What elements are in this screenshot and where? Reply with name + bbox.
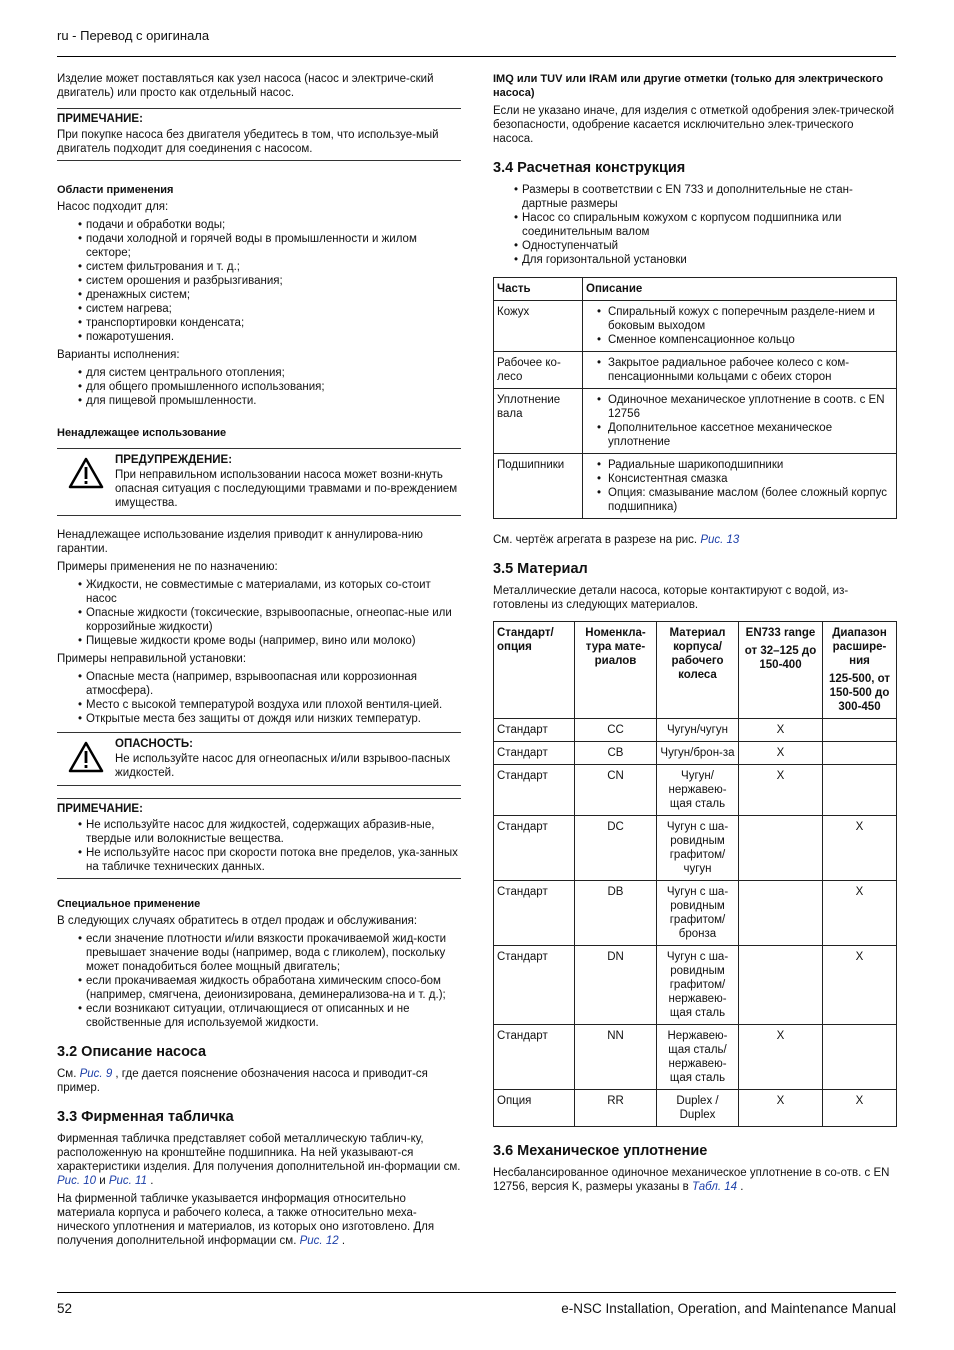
- table-cell: Кожух: [494, 301, 583, 352]
- misuse-examples-lead: Примеры применения не по назначению:: [57, 561, 278, 573]
- special-list: [57, 932, 461, 1030]
- page-number: 52: [57, 1301, 73, 1316]
- list-item: • транспортировки конденсата;: [57, 316, 461, 330]
- list-item: • Радиальные шарикоподшипники: [586, 458, 893, 472]
- applications-heading: Области применения: [57, 184, 174, 196]
- table-14-link[interactable]: Табл. 14: [691, 1181, 738, 1193]
- manual-title: e-NSC Installation, Operation, and Maintenance Manual: [561, 1301, 896, 1316]
- table-cell: Подшипники: [494, 454, 583, 519]
- list-item: • Пищевые жидкости кроме воды (например, вино или молоко): [57, 634, 461, 648]
- install-examples-list: [57, 670, 461, 726]
- table-header: Описание: [583, 278, 897, 301]
- list-item: • для пищевой промышленности.: [57, 394, 461, 408]
- imq-heading: IMQ или TUV или IRAM или другие отметки (только для электрического насоса): [493, 73, 884, 99]
- list-item: • Открытые места без защиты от дождя или низких температур.: [57, 712, 461, 726]
- note-box: [57, 108, 461, 161]
- list-item: • Консистентная смазка: [586, 472, 893, 486]
- applications-lead: Насос подходит для:: [57, 201, 169, 213]
- list-item: • подачи и обработки воды;: [57, 218, 461, 232]
- list-item: • систем орошения и разбрызгивания;: [57, 274, 461, 288]
- applications-list: [57, 218, 461, 344]
- variants-list: [57, 366, 461, 408]
- danger-box: [57, 732, 461, 786]
- table-header: Часть: [494, 278, 583, 301]
- section-3-3-para-2: На фирменной табличке указывается информация относительно материала корпуса и рабочего колеса, а также относительно меха-нического уплотнения и материалов, из которых оно изготовлено. Для получения дополнительной информации см. Рис. 12 .: [57, 1193, 435, 1247]
- variants-lead: Варианты исполнения:: [57, 349, 180, 361]
- table-row: Стандарт DC Чугун с ша-ровидным графитом/ чугун X: [494, 816, 897, 881]
- danger-text: Не используйте насос для огнеопасных и/или взрывоо-пасных жидкостей.: [115, 753, 451, 779]
- list-item: • пожаротушения.: [57, 330, 461, 344]
- table-header: Стандарт/ опция: [494, 622, 575, 719]
- misuse-heading: Ненадлежащее использование: [57, 427, 227, 439]
- table-header: EN733 range от 32–125 до 150-400: [739, 622, 823, 719]
- table-cell: Уплотнение вала: [494, 389, 583, 454]
- danger-triangle-icon: [57, 737, 115, 780]
- special-heading: Специальное применение: [57, 898, 201, 910]
- list-item: • Место с высокой температурой воздуха или плохой вентиля-цией.: [57, 698, 461, 712]
- list-item: • систем фильтрования и т. д.;: [57, 260, 461, 274]
- fig-10-link[interactable]: Рис. 10: [57, 1175, 96, 1187]
- right-column: [493, 72, 897, 1198]
- table-row: Стандарт CN Чугун/ нержавею-щая сталь X: [494, 765, 897, 816]
- list-item: • Сменное компенсационное кольцо: [586, 333, 893, 347]
- fig-9-link[interactable]: Рис. 9: [79, 1068, 113, 1080]
- footer-rule: [57, 1292, 896, 1293]
- danger-title: ОПАСНОСТЬ:: [115, 738, 193, 750]
- list-item: • если значение плотности и/или вязкости прокачиваемой жид-кости превышает значение воды (например, вода с гликолем), поскольку может понадобиться более мощный двигатель;: [57, 932, 461, 974]
- list-item: • Спиральный кожух с поперечным разделе-нием и боковым выходом: [586, 305, 893, 333]
- table-header: Материал корпуса/ рабочего колеса: [657, 622, 739, 719]
- list-item: • дренажных систем;: [57, 288, 461, 302]
- section-3-5-heading: 3.5 Материал: [493, 561, 588, 577]
- section-3-5-text: Металлические детали насоса, которые контактируют с водой, из-готовлены из следующих материалов.: [493, 585, 849, 611]
- list-item: • Опция: смазывание маслом (более сложный корпус подшипника): [586, 486, 893, 514]
- note-box: [57, 798, 461, 879]
- materials-table: [493, 621, 897, 1127]
- list-item: • Одноступенчатый: [493, 239, 897, 253]
- section-3-4-heading: 3.4 Расчетная конструкция: [493, 160, 686, 176]
- note-text: При покупке насоса без двигателя убедитесь в том, что используе-мый двигатель подходит для соединения с насосом.: [57, 129, 439, 155]
- list-item: • Опасные места (например, взрывоопасная или коррозионная атмосфера).: [57, 670, 461, 698]
- special-lead: В следующих случаях обратитесь в отдел продаж и обслуживания:: [57, 915, 418, 927]
- section-3-6-text: Несбалансированное одиночное механическое уплотнение в со-отв. с EN 12756, версия K, размеры указаны в Табл. 14 .: [493, 1167, 890, 1193]
- list-item: • Насос со спиральным кожухом с корпусом подшипника или соединительным валом: [493, 211, 897, 239]
- table-row: Стандарт CB Чугун/брон-за X: [494, 742, 897, 765]
- section-3-3-para-1: Фирменная табличка представляет собой металлическую таблич-ку, расположенную на кронштейне подшипника. На ней указывают-ся характеристики изделия. Для получения дополнительной ин-формации см. Рис. 10 и Рис. 11 .: [57, 1133, 461, 1187]
- table-row: [494, 352, 897, 389]
- table-row: Стандарт DB Чугун с ша-ровидным графитом/ бронза X: [494, 881, 897, 946]
- left-column: [57, 72, 461, 1252]
- misuse-examples-list: [57, 578, 461, 648]
- table-row: Стандарт NN Нержавею-щая сталь/ нержавею-щая сталь X: [494, 1025, 897, 1090]
- warning-box: [57, 448, 461, 516]
- fig-11-link[interactable]: Рис. 11: [108, 1175, 147, 1187]
- table-row: [494, 454, 897, 519]
- section-3-3-heading: 3.3 Фирменная табличка: [57, 1109, 234, 1125]
- intro-text: Изделие может поставляться как узел насоса (насос и электриче-ский двигатель) или просто как отдельный насос.: [57, 73, 434, 99]
- warning-title: ПРЕДУПРЕЖДЕНИЕ:: [115, 454, 233, 466]
- list-item: • Не используйте насос при скорости потока вне пределов, ука-занных на табличке технических данных.: [57, 846, 461, 874]
- install-lead: Примеры неправильной установки:: [57, 653, 247, 665]
- table-row: Опция RR Duplex / Duplex X X: [494, 1090, 897, 1127]
- note-title: ПРИМЕЧАНИЕ:: [57, 113, 143, 125]
- list-item: • Одиночное механическое уплотнение в соотв. с EN 12756: [586, 393, 893, 421]
- list-item: • систем нагрева;: [57, 302, 461, 316]
- section-3-2-heading: 3.2 Описание насоса: [57, 1044, 207, 1060]
- list-item: • для общего промышленного использования;: [57, 380, 461, 394]
- table-row: Стандарт CC Чугун/чугун X: [494, 719, 897, 742]
- fig-13-link[interactable]: Рис. 13: [700, 534, 740, 546]
- list-item: • подачи холодной и горячей воды в промышленности и жилом секторе;: [57, 232, 461, 260]
- header-rule: [57, 56, 896, 57]
- warning-text: При неправильном использовании насоса может возни-кнуть опасная ситуация с последующими травмами и по-вреждением имущества.: [115, 469, 458, 509]
- list-item: • если прокачиваемая жидкость обработана химическим спосо-бом (например, смягчена, деионизирована, деминерализова-на и т. д.);: [57, 974, 461, 1002]
- fig-12-link[interactable]: Рис. 12: [299, 1235, 339, 1247]
- header-language: ru - Перевод с оригинала: [57, 28, 210, 43]
- list-item: • Не используйте насос для жидкостей, содержащих абразив-ные, твердые или волокнистые вещества.: [57, 818, 461, 846]
- table-row: Стандарт DN Чугун с ша-ровидным графитом/ нержавею-щая сталь X: [494, 946, 897, 1025]
- list-item: • Закрытое радиальное рабочее колесо с ком-пенсационными кольцами с обеих сторон: [586, 356, 893, 384]
- misuse-text: Ненадлежащее использование изделия приводит к аннулирова-нию гарантии.: [57, 529, 423, 555]
- table-row: [494, 301, 897, 352]
- list-item: • Опасные жидкости (токсические, взрывоопасные, огнеопас-ные или коррозийные жидкости): [57, 606, 461, 634]
- table-header: Диапазон расшире-ния 125-500, от 150-500 до 300-450: [823, 622, 897, 719]
- design-list: [493, 183, 897, 267]
- section-3-2-text: См. Рис. 9 , где дается пояснение обозначения насоса и приводит-ся пример.: [57, 1068, 428, 1094]
- note-title: ПРИМЕЧАНИЕ:: [57, 803, 143, 815]
- list-item: • для систем центрального отопления;: [57, 366, 461, 380]
- cross-section-ref: См. чертёж агрегата в разрезе на рис. Рис. 13: [493, 534, 740, 546]
- list-item: • Дополнительное кассетное механическое уплотнение: [586, 421, 893, 449]
- list-item: • если возникают ситуации, отличающиеся от описанных и не свойственные для используемой жидкости.: [57, 1002, 461, 1030]
- table-cell: Рабочее ко-лесо: [494, 352, 583, 389]
- parts-table: [493, 277, 897, 519]
- list-item: • Жидкости, не совместимые с материалами, из которых со-стоит насос: [57, 578, 461, 606]
- list-item: • Для горизонтальной установки: [493, 253, 897, 267]
- table-header: Номенкла-тура мате-риалов: [575, 622, 657, 719]
- table-row: [494, 389, 897, 454]
- section-3-6-heading: 3.6 Механическое уплотнение: [493, 1143, 708, 1159]
- imq-text: Если не указано иначе, для изделия с отметкой одобрения элек-трической безопасности, одобрение касается исключительно элек-трического насоса.: [493, 105, 895, 145]
- warning-triangle-icon: [57, 453, 115, 510]
- list-item: • Размеры в соответствии с EN 733 и дополнительные не стан-дартные размеры: [493, 183, 897, 211]
